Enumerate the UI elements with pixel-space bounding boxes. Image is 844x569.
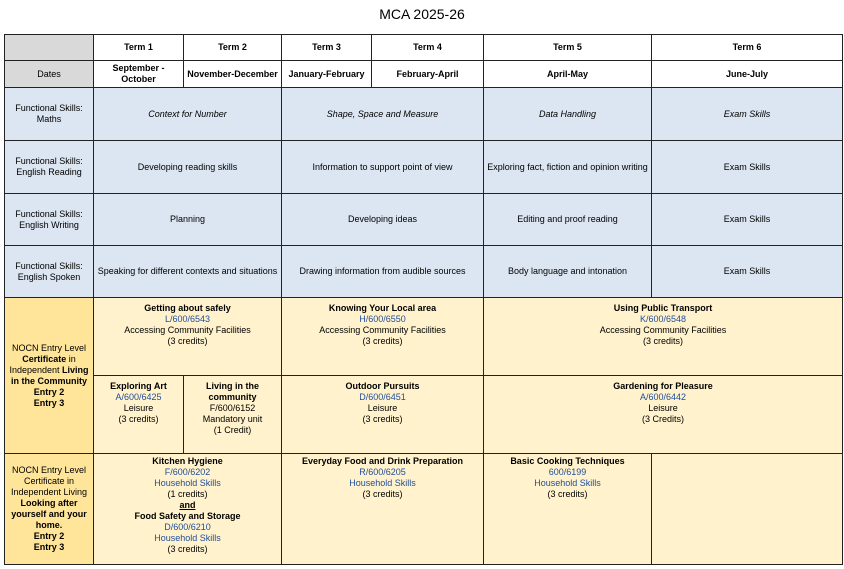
unit-category: Household Skills <box>154 478 221 488</box>
writing-term-6: Exam Skills <box>652 194 843 246</box>
term-3-header: Term 3 <box>282 35 372 61</box>
term-2-header: Term 2 <box>184 35 282 61</box>
nocn1-label-plain2: in Independent <box>9 353 76 375</box>
row-label-reading: Functional Skills: English Reading <box>5 141 94 194</box>
unit-category-2: Household Skills <box>154 533 221 543</box>
unit-credits: (1 credits) <box>167 489 208 499</box>
unit-credits: (3 credits) <box>167 336 208 346</box>
unit-category: Leisure <box>367 403 398 413</box>
dates-row <box>5 61 843 88</box>
spoken-term-3-4: Drawing information from audible sources <box>282 246 484 298</box>
unit-category: Mandatory unit <box>202 414 263 424</box>
nocn1-label-entry2: Entry 2 <box>33 386 65 397</box>
unit-credits: (3 credits) <box>362 414 403 424</box>
term-5-header: Term 5 <box>484 35 652 61</box>
term-6-header: Term 6 <box>652 35 843 61</box>
term-1-header: Term 1 <box>94 35 184 61</box>
unit-credits: (3 Credits) <box>641 414 684 424</box>
nocn2-label-entry3: Entry 3 <box>33 542 65 552</box>
unit-title: Getting about safely <box>144 303 231 313</box>
unit-title: Everyday Food and Drink Preparation <box>301 456 464 466</box>
date-term-6: June-July <box>652 61 843 88</box>
unit-category: Accessing Community Facilities <box>124 325 251 335</box>
nocn1-label-living: Living in the Community <box>11 364 89 386</box>
reading-term-5: Exploring fact, fiction and opinion writing <box>484 141 652 194</box>
maths-term-3-4: Shape, Space and Measure <box>282 88 484 141</box>
writing-row <box>5 194 843 246</box>
nocn1-label <box>5 298 94 454</box>
nocn1-label-entry3: Entry 3 <box>33 397 65 408</box>
date-term-2: November-December <box>184 61 282 88</box>
unit-code: L/600/6543 <box>164 314 211 324</box>
nocn2-label-entry2: Entry 2 <box>33 531 65 541</box>
spoken-term-6: Exam Skills <box>652 246 843 298</box>
curriculum-table <box>4 34 843 565</box>
unit-title: Outdoor Pursuits <box>345 381 420 391</box>
nocn1-units-row-2 <box>5 376 843 454</box>
nocn1-label-plain: NOCN Entry Level <box>11 342 87 353</box>
unit-title: Living in the community <box>206 381 259 402</box>
reading-row <box>5 141 843 194</box>
writing-term-5: Editing and proof reading <box>484 194 652 246</box>
unit-category: Accessing Community Facilities <box>599 325 727 335</box>
unit-title: Exploring Art <box>110 381 167 391</box>
page-title: MCA 2025-26 <box>379 6 465 22</box>
unit-basic-cooking <box>484 454 652 565</box>
date-term-1: September -October <box>94 61 184 88</box>
unit-credits: (3 credits) <box>118 414 159 424</box>
corner-cell <box>5 35 94 61</box>
unit-title: Gardening for Pleasure <box>613 381 713 391</box>
unit-kitchen-hygiene <box>94 454 282 565</box>
nocn2-label-bold: Looking after yourself and your home. <box>11 498 87 530</box>
date-term-5: April-May <box>484 61 652 88</box>
unit-living-in-community <box>184 376 282 454</box>
unit-using-public-transport <box>484 298 843 376</box>
date-term-4: February-April <box>372 61 484 88</box>
unit-knowing-local-area <box>282 298 484 376</box>
unit-title-2: Food Safety and Storage <box>134 511 241 521</box>
unit-code-2: D/600/6210 <box>164 522 211 532</box>
unit-credits-2: (3 credits) <box>167 544 208 554</box>
unit-credits: (3 credits) <box>642 336 683 346</box>
maths-term-1-2: Context for Number <box>94 88 282 141</box>
nocn2-label-plain: NOCN Entry Level Certificate in Independent Living <box>10 465 88 497</box>
unit-code: A/600/6442 <box>639 392 687 402</box>
nocn1-units-row-1 <box>5 298 843 376</box>
nocn2-row <box>5 454 843 565</box>
unit-outdoor-pursuits <box>282 376 484 454</box>
reading-term-3-4: Information to support point of view <box>282 141 484 194</box>
nocn1-label-certificate: Certificate <box>22 353 67 364</box>
unit-code: D/600/6451 <box>359 392 406 402</box>
nocn2-label <box>5 454 94 565</box>
writing-term-3-4: Developing ideas <box>282 194 484 246</box>
reading-term-1-2: Developing reading skills <box>94 141 282 194</box>
unit-title: Kitchen Hygiene <box>152 456 223 466</box>
unit-code: F/600/6152 <box>209 403 256 413</box>
writing-term-1-2: Planning <box>94 194 282 246</box>
unit-title: Using Public Transport <box>613 303 713 313</box>
unit-category: Leisure <box>123 403 154 413</box>
unit-title: Basic Cooking Techniques <box>510 456 625 466</box>
maths-row <box>5 88 843 141</box>
term-4-header: Term 4 <box>372 35 484 61</box>
unit-gardening-for-pleasure <box>484 376 843 454</box>
maths-term-5: Data Handling <box>484 88 652 141</box>
unit-category: Household Skills <box>534 478 601 488</box>
unit-credits: (3 credits) <box>362 489 403 499</box>
unit-credits: (3 credits) <box>547 489 588 499</box>
unit-category: Accessing Community Facilities <box>319 325 446 335</box>
unit-title: Knowing Your Local area <box>328 303 437 313</box>
row-label-spoken: Functional Skills: English Spoken <box>5 246 94 298</box>
row-label-writing: Functional Skills: English Writing <box>5 194 94 246</box>
maths-term-6: Exam Skills <box>652 88 843 141</box>
unit-code: A/600/6425 <box>115 392 162 402</box>
empty-term-6-cell <box>652 454 843 565</box>
unit-credits: (1 Credit) <box>213 425 252 435</box>
terms-header-row <box>5 35 843 61</box>
unit-exploring-art <box>94 376 184 454</box>
unit-category: Household Skills <box>349 478 416 488</box>
unit-code: 600/6199 <box>548 467 587 477</box>
unit-code: R/600/6205 <box>359 467 406 477</box>
unit-code: K/600/6548 <box>639 314 687 324</box>
unit-category: Leisure <box>648 403 678 413</box>
date-term-3: January-February <box>282 61 372 88</box>
spoken-term-1-2: Speaking for different contexts and situations <box>94 246 282 298</box>
dates-label: Dates <box>5 61 94 88</box>
unit-everyday-food <box>282 454 484 565</box>
unit-code: H/600/6550 <box>359 314 406 324</box>
unit-code: F/600/6202 <box>164 467 211 477</box>
spoken-row <box>5 246 843 298</box>
reading-term-6: Exam Skills <box>652 141 843 194</box>
and-connector: and <box>179 500 196 510</box>
unit-credits: (3 credits) <box>362 336 403 346</box>
spoken-term-5: Body language and intonation <box>484 246 652 298</box>
unit-getting-about-safely <box>94 298 282 376</box>
row-label-maths: Functional Skills: Maths <box>5 88 94 141</box>
